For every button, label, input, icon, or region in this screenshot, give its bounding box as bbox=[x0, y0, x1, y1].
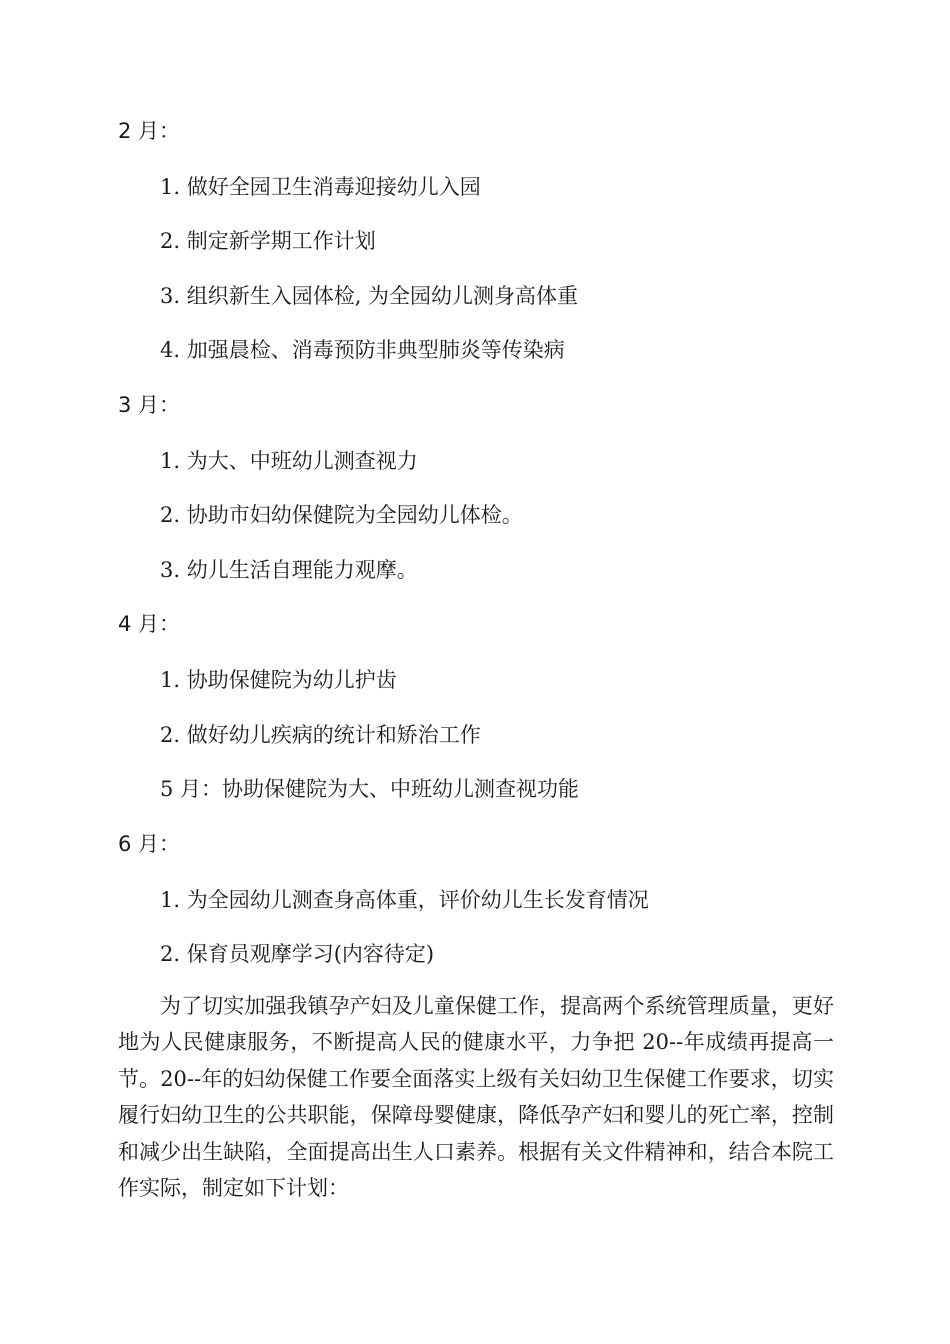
list-item: 2. 协助市妇幼保健院为全园幼儿体检。 bbox=[160, 503, 523, 527]
month-line-may: 5 月：协助保健院为大、中班幼儿测查视功能 bbox=[160, 777, 580, 801]
list-item: 1. 做好全园卫生消毒迎接幼儿入园 bbox=[160, 175, 481, 199]
list-item: 2. 做好幼儿疾病的统计和矫治工作 bbox=[160, 723, 481, 747]
list-item: 2. 保育员观摩学习(内容待定) bbox=[160, 942, 435, 966]
list-item: 3. 幼儿生活自理能力观摩。 bbox=[160, 558, 418, 582]
month-heading-apr: 4 月： bbox=[118, 612, 181, 636]
month-heading-jun: 6 月： bbox=[118, 832, 181, 856]
month-heading-feb: 2 月： bbox=[118, 119, 181, 143]
list-item: 1. 为全园幼儿测查身高体重，评价幼儿生长发育情况 bbox=[160, 888, 649, 912]
body-paragraph: 为了切实加强我镇孕产妇及儿童保健工作，提高两个系统管理质量，更好地为人民健康服务，不断提高人民的健康水平，力争把 20--年成绩再提高一节。20--年的妇幼保健工作要全面落实上级有关妇幼卫生保健工作要求，切实履行妇幼卫生的公共职能，保障母婴健康，降低孕产妇和婴儿的死亡率，控制和减少出生缺陷，全面提高出生人口素养。根据有关文件精神和，结合本院工作实际，制定如下计划： bbox=[118, 994, 834, 1201]
month-heading-mar: 3 月： bbox=[118, 393, 181, 417]
list-item: 4. 加强晨检、消毒预防非典型肺炎等传染病 bbox=[160, 338, 565, 362]
list-item: 2. 制定新学期工作计划 bbox=[160, 229, 376, 253]
list-item: 3. 组织新生入园体检, 为全园幼儿测身高体重 bbox=[160, 284, 579, 308]
list-item: 1. 协助保健院为幼儿护齿 bbox=[160, 668, 397, 692]
list-item: 1. 为大、中班幼儿测查视力 bbox=[160, 449, 418, 473]
